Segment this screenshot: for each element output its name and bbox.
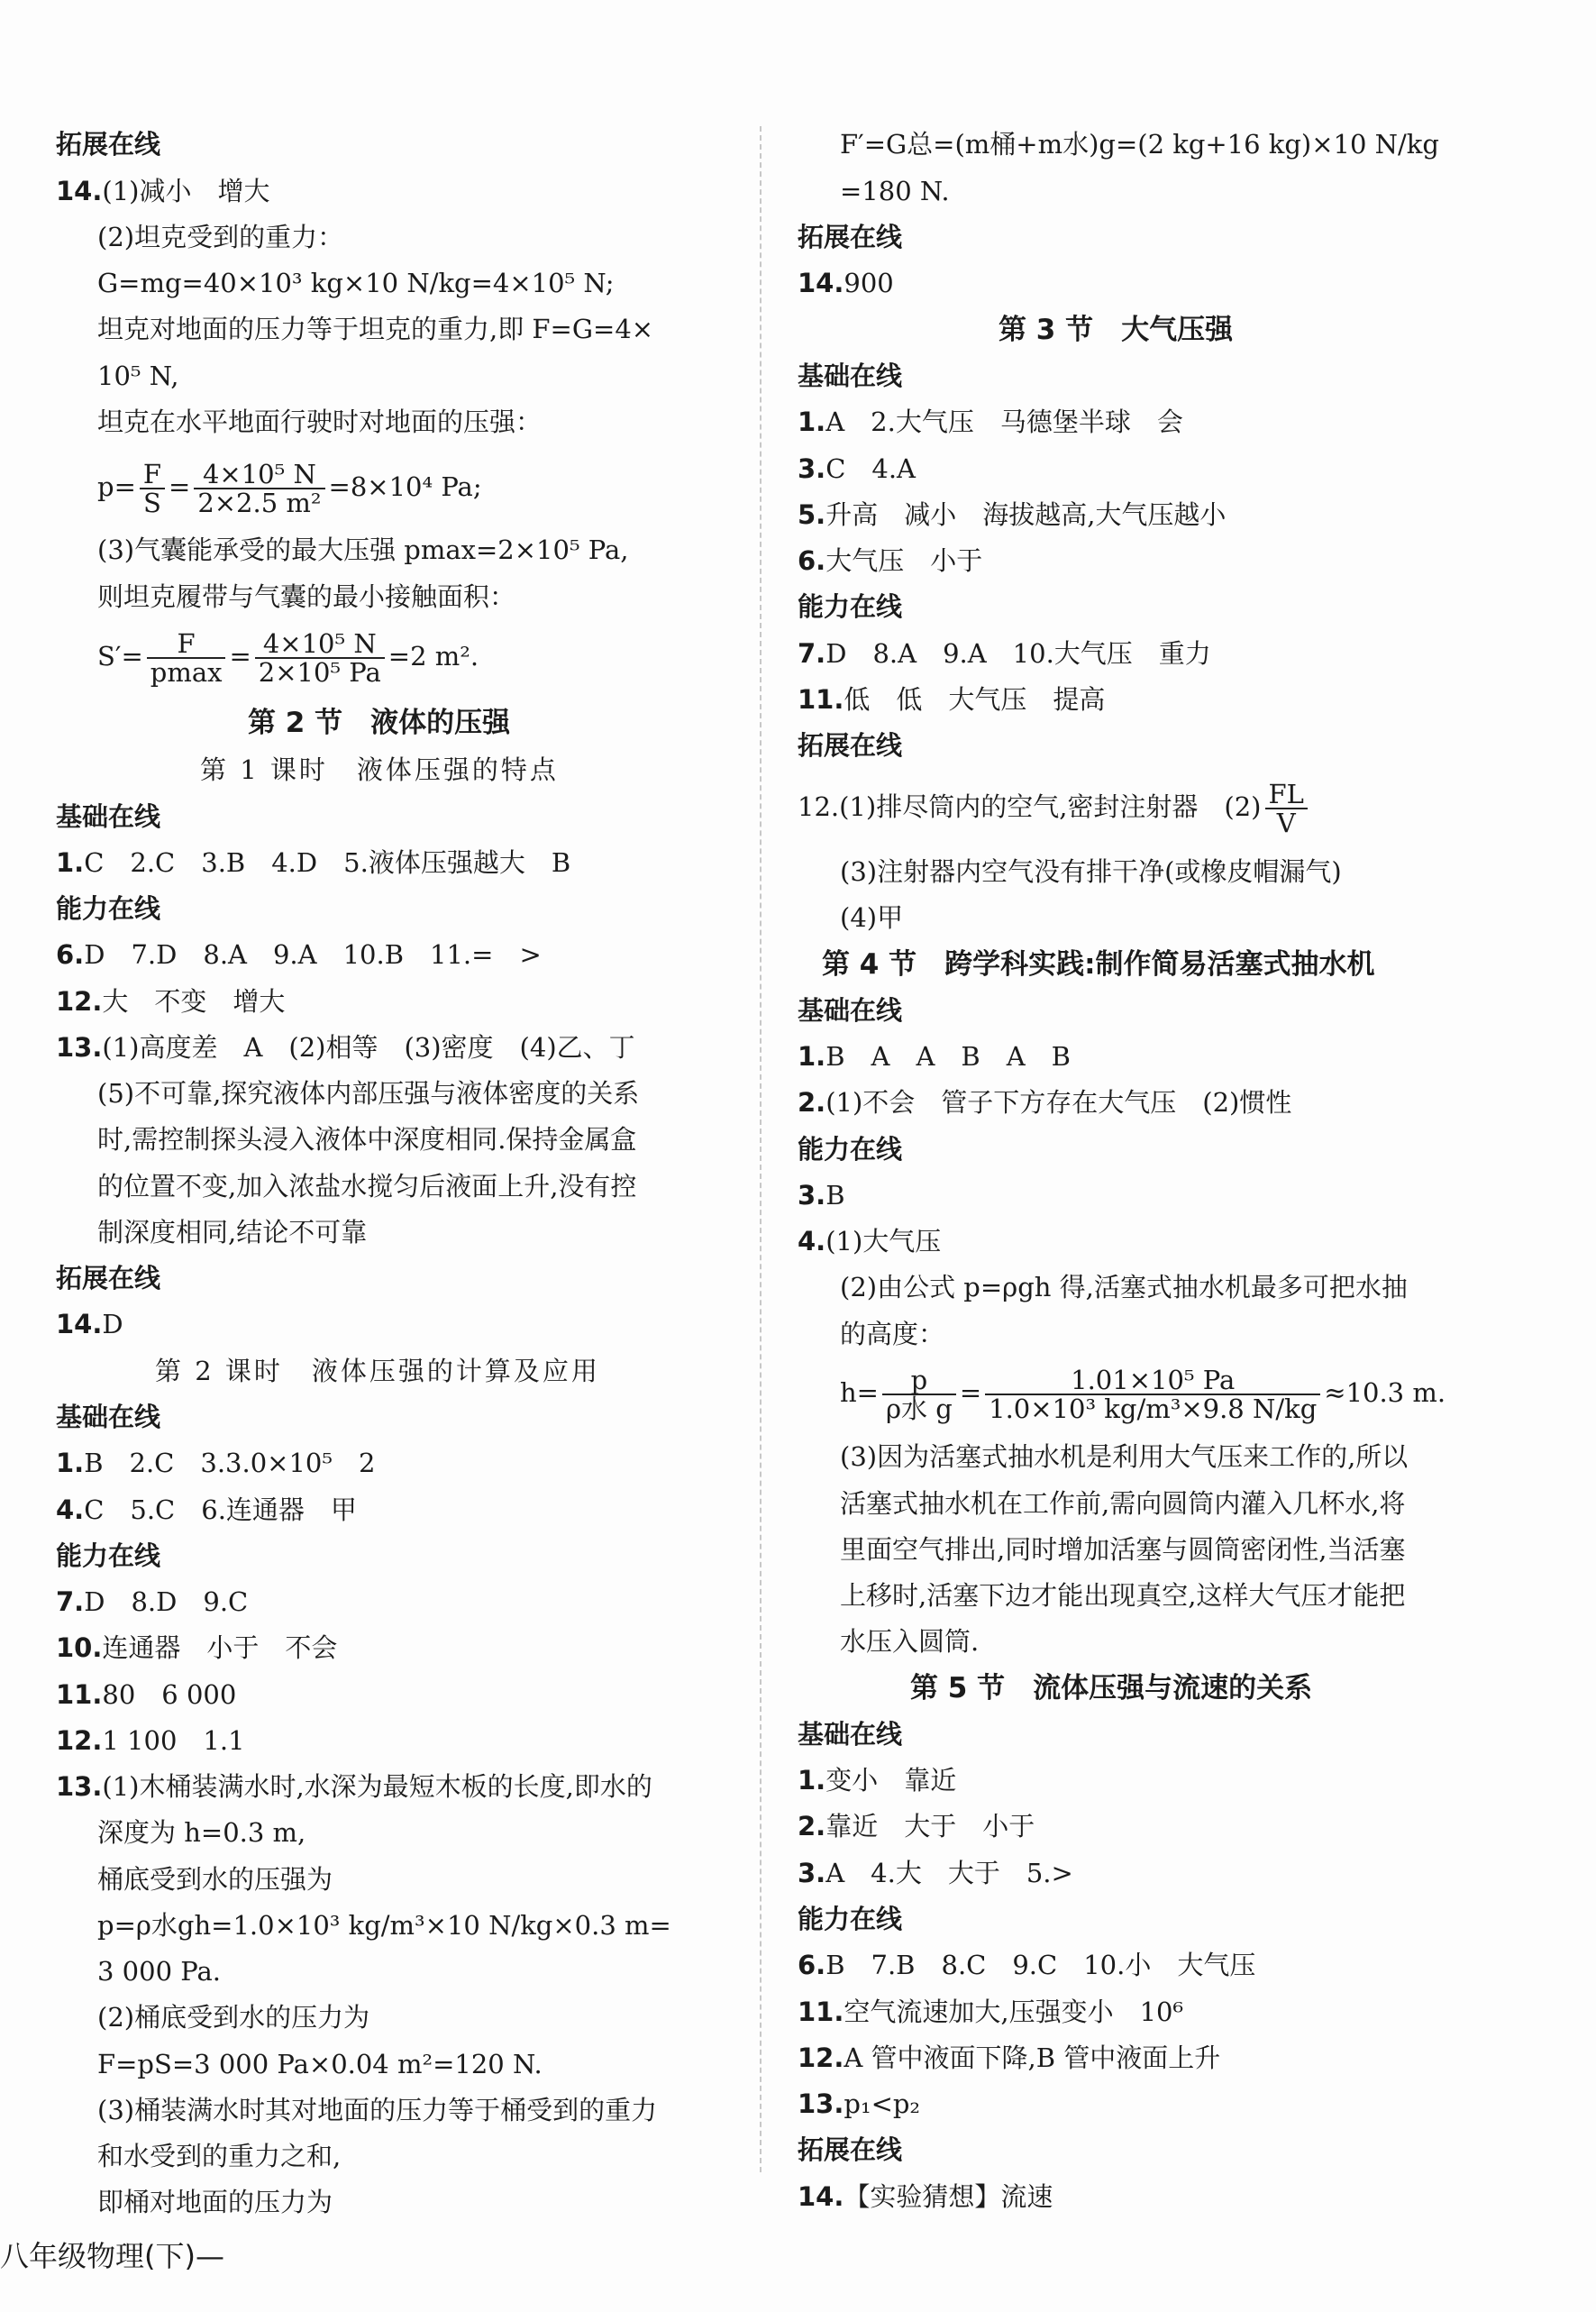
question-number: 14. <box>56 176 103 206</box>
question-number: 6. <box>798 1950 826 1980</box>
answer-line: 11.80 6 000 <box>56 1679 237 1710</box>
answer-line: (3)注射器内空气没有排干净(或橡皮帽漏气) <box>840 856 1342 887</box>
question-number: 5. <box>798 499 826 530</box>
answer-line: 4.C 5.C 6.连通器 甲 <box>56 1494 357 1525</box>
section-header: 拓展在线 <box>56 1263 161 1293</box>
fraction <box>194 461 324 516</box>
answer-line: 3 000 Pa. <box>97 1956 221 1987</box>
answer-line: =180 N. <box>840 176 950 206</box>
question-number: 3. <box>798 1858 826 1888</box>
question-number: 4. <box>56 1494 85 1525</box>
fraction <box>1265 781 1308 836</box>
section-header: 能力在线 <box>56 1540 161 1571</box>
question-number: 1. <box>798 1765 826 1796</box>
answer-line: 坦克在水平地面行驶时对地面的压强： <box>97 407 543 437</box>
answer-line: 制深度相同,结论不可靠 <box>97 1217 368 1247</box>
formula-text: p= <box>97 471 136 502</box>
denominator: 2×2.5 m² <box>197 488 322 518</box>
answer-line: 即桶对地面的压力为 <box>97 2187 333 2217</box>
question-number: 13. <box>798 2088 844 2119</box>
answer-line: F′=G总=(m桶+m水)g=(2 kg+16 kg)×10 N/kg <box>840 129 1439 160</box>
answer-line: (2)桶底受到水的压力为 <box>97 2002 370 2033</box>
section-header: 基础在线 <box>798 995 903 1026</box>
answer-line: 1.B A A B A B <box>798 1041 1071 1072</box>
answer-line: 则坦克履带与气囊的最小接触面积： <box>97 581 516 612</box>
answer-line: 坦克对地面的压力等于坦克的重力,即 F=G=4× <box>97 314 654 344</box>
question-number: 12. <box>56 986 103 1017</box>
answer-line: 14.(1)减小 增大 <box>56 176 270 206</box>
answer-line: 和水受到的重力之和, <box>97 2141 342 2171</box>
column-divider <box>760 126 762 2172</box>
section-title: 第 3 节 大气压强 <box>999 314 1234 346</box>
numerator: 4×10⁵ N <box>194 461 324 489</box>
section-title: 第 2 节 液体的压强 <box>248 707 511 739</box>
formula-text: h= <box>840 1377 879 1408</box>
answer-line: 3.B <box>798 1180 845 1211</box>
question-number: 14. <box>798 2181 844 2212</box>
answer-line: 6.D 7.D 8.A 9.A 10.B 11.= > <box>56 939 542 970</box>
answer-line: p=ρ水gh=1.0×10³ kg/m³×10 N/kg×0.3 m= <box>97 1910 671 1941</box>
answer-line: 6.B 7.B 8.C 9.C 10.小 大气压 <box>798 1950 1256 1980</box>
lesson-title: 第 1 课时 液体压强的特点 <box>200 754 559 785</box>
denominator: pmax <box>150 657 223 688</box>
answer-line: 桶底受到水的压强为 <box>97 1864 333 1895</box>
answer-line: 11.低 低 大气压 提高 <box>798 684 1106 715</box>
answer-line: 1.A 2.大气压 马德堡半球 会 <box>798 407 1183 437</box>
section-header: 基础在线 <box>56 1402 161 1432</box>
answer-line: 13.(1)高度差 A (2)相等 (3)密度 (4)乙、丁 <box>56 1032 635 1063</box>
section-header: 基础在线 <box>56 801 161 832</box>
section-header: 能力在线 <box>798 591 903 622</box>
question-number: 13. <box>56 1771 103 1802</box>
formula-text: =8×10⁴ Pa; <box>328 471 482 502</box>
answer-line: 11.空气流速加大,压强变小 10⁶ <box>798 1997 1184 2027</box>
answer-line: 12.1 100 1.1 <box>56 1725 245 1756</box>
denominator: S <box>143 488 161 518</box>
answer-line: F=pS=3 000 Pa×0.04 m²=120 N. <box>97 2049 543 2079</box>
answer-line: 水压入圆筒. <box>840 1626 980 1657</box>
question-number: 12. <box>798 2042 844 2073</box>
fraction <box>255 630 385 686</box>
answer-line: 的高度： <box>840 1319 945 1349</box>
answer-line: 上移时,活塞下边才能出现真空,这样大气压才能把 <box>840 1580 1406 1611</box>
question-number: 1. <box>798 1041 826 1072</box>
question-number: 14. <box>798 268 844 298</box>
denominator: V <box>1276 808 1296 838</box>
question-number: 3. <box>798 1180 826 1211</box>
section-title: 第 4 节 跨学科实践:制作简易活塞式抽水机 <box>822 948 1375 981</box>
question-number: 1. <box>56 847 85 878</box>
answer-line: 4.(1)大气压 <box>798 1226 942 1257</box>
question-number: 3. <box>798 453 826 484</box>
answer-line: (5)不可靠,探究液体内部压强与液体密度的关系 <box>97 1078 640 1109</box>
answer-line: 1.C 2.C 3.B 4.D 5.液体压强越大 B <box>56 847 571 878</box>
answer-line: 14.900 <box>798 268 894 298</box>
section-header: 拓展在线 <box>798 222 903 252</box>
answer-line: 2.(1)不会 管子下方存在大气压 (2)惯性 <box>798 1087 1292 1118</box>
answer-line: 5.升高 减小 海拔越高,大气压越小 <box>798 499 1227 530</box>
answer-text: 12.(1)排尽筒内的空气,密封注射器 (2) <box>798 791 1262 822</box>
answer-line: 7.D 8.D 9.C <box>56 1586 249 1617</box>
answer-line: 6.大气压 小于 <box>798 545 983 576</box>
answer-line: (4)甲 <box>840 902 904 933</box>
formula-line: S′= $\frac{F}{pmax}$ = $\frac{\text{4×10⁵ N}}{\text{2×10⁵ Pa}}$ =2 m². <box>97 628 479 688</box>
question-number: 13. <box>56 1032 103 1063</box>
answer-line: 13.(1)木桶装满水时,水深为最短木板的长度,即水的 <box>56 1771 652 1802</box>
question-number: 14. <box>56 1309 103 1339</box>
answer-line: 10⁵ N, <box>97 361 179 391</box>
section-title: 第 5 节 流体压强与流速的关系 <box>910 1672 1313 1704</box>
question-number: 10. <box>56 1632 103 1663</box>
answer-line: G=mg=40×10³ kg×10 N/kg=4×10⁵ N; <box>97 268 615 298</box>
section-header: 基础在线 <box>798 1719 903 1750</box>
answer-line: (2)由公式 p=ρgh 得,活塞式抽水机最多可把水抽 <box>840 1272 1408 1302</box>
numerator: FL <box>1265 781 1308 809</box>
lesson-title: 第 2 课时 液体压强的计算及应用 <box>155 1356 600 1386</box>
answer-line: 14.D <box>56 1309 123 1339</box>
question-number: 1. <box>56 1448 85 1478</box>
section-header: 基础在线 <box>798 361 903 391</box>
answer-line: 3.A 4.大 大于 5.> <box>798 1858 1073 1888</box>
denominator: 2×10⁵ Pa <box>258 657 381 688</box>
question-number: 4. <box>798 1226 826 1257</box>
answer-line: 7.D 8.A 9.A 10.大气压 重力 <box>798 638 1211 669</box>
fraction <box>147 630 226 686</box>
answer-line: 里面空气排出,同时增加活塞与圆筒密闭性,当活塞 <box>840 1534 1406 1565</box>
formula-text: ≈10.3 m. <box>1324 1377 1446 1408</box>
section-header: 能力在线 <box>798 1134 903 1165</box>
question-number: 11. <box>56 1679 103 1710</box>
question-number: 2. <box>798 1087 826 1118</box>
fraction <box>985 1366 1320 1422</box>
formula-line <box>798 780 1311 836</box>
question-number: 6. <box>56 939 85 970</box>
answer-line: 2.靠近 大于 小于 <box>798 1811 1035 1841</box>
section-header: 拓展在线 <box>798 2134 903 2165</box>
section-header: 拓展在线 <box>56 129 161 160</box>
question-number: 2. <box>798 1811 826 1841</box>
question-number: 7. <box>798 638 826 669</box>
answer-line: (3)气囊能承受的最大压强 pmax=2×10⁵ Pa, <box>97 535 629 565</box>
formula-line: h= $\frac{p}{\text{ρ水 g}}$ = $\frac{\text{1.01×10⁵ Pa}}{\text{1.0×10³ kg/m³×9.8 N/kg}}$ ≈10.3 m. <box>840 1365 1446 1424</box>
answer-line: 13.p₁<p₂ <box>798 2088 921 2119</box>
formula-text: =2 m². <box>388 641 479 672</box>
formula-line: p= $\frac{F}{S}$ = $\frac{\text{4×10⁵ N}}{\text{2×2.5 m²}}$ =8×10⁴ Pa; <box>97 459 482 518</box>
answer-line: 活塞式抽水机在工作前,需向圆筒内灌入几杯水,将 <box>840 1488 1406 1519</box>
answer-line: 3.C 4.A <box>798 453 917 484</box>
denominator: ρ水 g <box>885 1394 953 1424</box>
answer-line: 10.连通器 小于 不会 <box>56 1632 338 1663</box>
fraction <box>882 1366 956 1422</box>
question-number: 11. <box>798 684 844 715</box>
question-number: 11. <box>798 1997 844 2027</box>
section-header: 能力在线 <box>56 893 161 924</box>
numerator: F <box>147 630 226 659</box>
question-number: 6. <box>798 545 826 576</box>
answer-line: (2)坦克受到的重力： <box>97 222 344 252</box>
numerator: F <box>140 461 165 489</box>
answer-line: 14.【实验猜想】流速 <box>798 2181 1053 2212</box>
answer-line: 12.大 不变 增大 <box>56 986 286 1017</box>
answer-line: 的位置不变,加入浓盐水搅匀后液面上升,没有控 <box>97 1171 637 1202</box>
formula-text: S′= <box>97 641 143 672</box>
numerator: p <box>882 1366 956 1395</box>
numerator: 1.01×10⁵ Pa <box>985 1366 1320 1395</box>
question-number: 7. <box>56 1586 85 1617</box>
answer-line: (3)因为活塞式抽水机是利用大气压来工作的,所以 <box>840 1441 1409 1472</box>
answer-line: (3)桶装满水时其对地面的压力等于桶受到的重力 <box>97 2095 658 2125</box>
denominator: 1.0×10³ kg/m³×9.8 N/kg <box>989 1394 1318 1424</box>
answer-line: 1.变小 靠近 <box>798 1765 957 1796</box>
answer-line: 深度为 h=0.3 m, <box>97 1817 306 1848</box>
question-number: 1. <box>798 407 826 437</box>
question-number: 12. <box>56 1725 103 1756</box>
numerator: 4×10⁵ N <box>255 630 385 659</box>
answer-line: 12.A 管中液面下降,B 管中液面上升 <box>798 2042 1221 2073</box>
fraction <box>140 461 165 516</box>
section-header: 能力在线 <box>798 1904 903 1934</box>
answer-line: 1.B 2.C 3.3.0×10⁵ 2 <box>56 1448 376 1478</box>
answer-line: 时,需控制探头浸入液体中深度相同.保持金属盒 <box>97 1124 637 1155</box>
section-header: 拓展在线 <box>798 730 903 761</box>
page-footer: 八年级物理(下)— <box>0 2239 224 2273</box>
